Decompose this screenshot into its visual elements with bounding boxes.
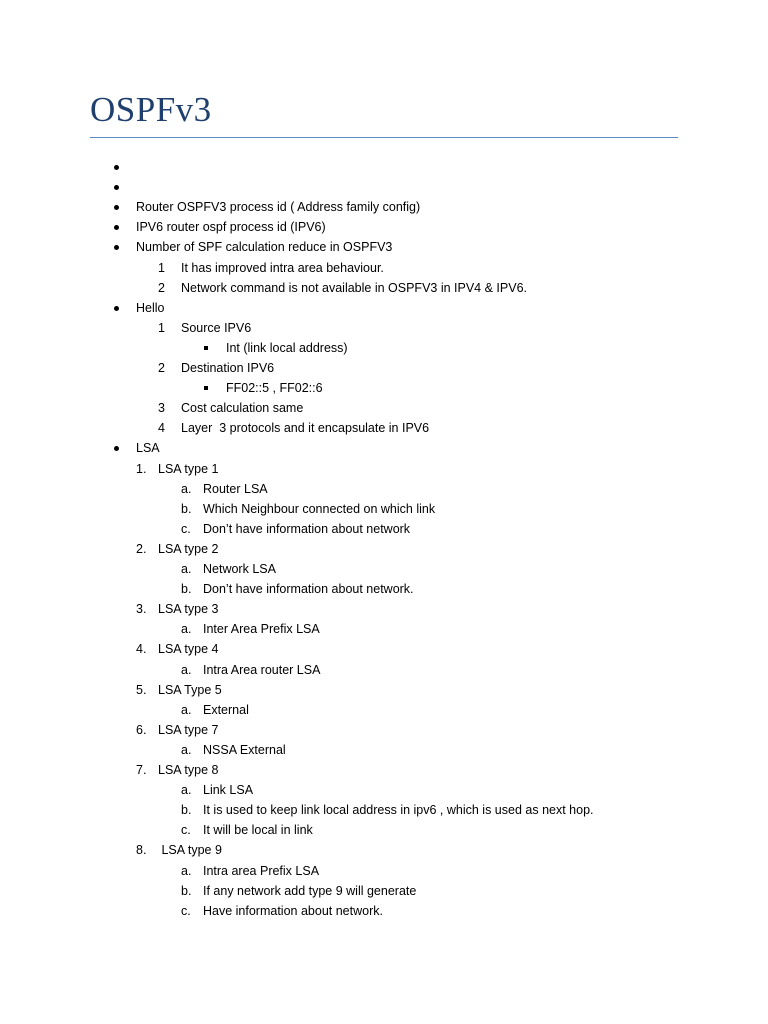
list-item-text: Hello (136, 300, 165, 315)
list-item-text: Which Neighbour connected on which link (203, 501, 436, 516)
list-item-text: Inter Area Prefix LSA (203, 622, 320, 637)
list-item-text: Intra Area router LSA (203, 662, 321, 677)
list-marker: c. (181, 823, 191, 838)
list-marker: b. (181, 501, 192, 516)
list-marker: a. (181, 622, 192, 637)
list-marker: a. (181, 863, 192, 878)
list-item-text: Network command is not available in OSPFV3 in IPV4 & IPV6. (181, 280, 527, 295)
list-item-text: LSA Type 5 (158, 682, 222, 697)
square-bullet-icon (204, 386, 208, 390)
list-item-text: Link LSA (203, 783, 254, 798)
list-marker: 1 (158, 320, 165, 335)
list-item-text: It will be local in link (203, 823, 313, 838)
list-item-text: It is used to keep link local address in ipv6 , which is used as next hop. (203, 803, 594, 818)
list-marker: 5. (136, 682, 147, 697)
list-item-text: Cost calculation same (181, 401, 304, 416)
list-item-text: LSA type 7 (158, 722, 219, 737)
list-item-text: Router LSA (203, 481, 268, 496)
list-item-text: LSA type 2 (158, 541, 219, 556)
list-item-text: LSA type 4 (158, 642, 219, 657)
list-item-text: LSA type 8 (158, 763, 219, 777)
list-item-text: FF02::5 , FF02::6 (226, 381, 323, 396)
list-item-text: Intra area Prefix LSA (203, 863, 320, 878)
list-marker: b. (181, 803, 192, 818)
list-marker: b. (181, 582, 192, 597)
list-item-text: LSA type 9 (158, 843, 222, 858)
bullet-icon (114, 165, 119, 170)
list-marker: 1 (158, 260, 165, 275)
list-item-text: Network LSA (203, 562, 276, 576)
bullet-icon (114, 306, 119, 311)
bullet-icon (114, 446, 119, 451)
square-bullet-icon (204, 346, 208, 350)
list-item-text: LSA (136, 441, 160, 456)
list-marker: b. (181, 883, 192, 898)
document-title: OSPFv3 (90, 90, 212, 129)
list-marker: a. (181, 562, 192, 576)
list-marker: 6. (136, 722, 147, 737)
list-item-text: Don’t have information about network (203, 521, 411, 536)
list-marker: 2. (136, 541, 147, 556)
bullet-icon (114, 245, 119, 250)
list-item-text: LSA type 3 (158, 602, 219, 617)
list-item-text: External (203, 702, 249, 717)
list-item-text: Int (link local address) (226, 340, 348, 355)
list-marker: 7. (136, 763, 147, 777)
list-item-text: It has improved intra area behaviour. (181, 260, 384, 275)
list-marker: 2 (158, 361, 165, 375)
list-marker: 4. (136, 642, 147, 657)
list-item-text: Router OSPFV3 process id ( Address family config) (136, 200, 421, 215)
list-item-text: If any network add type 9 will generate (203, 883, 417, 898)
bullet-icon (114, 205, 119, 210)
list-marker: a. (181, 481, 192, 496)
list-marker: 4 (158, 421, 165, 436)
title-underline (90, 137, 678, 138)
list-item-text: Source IPV6 (181, 320, 252, 335)
list-marker: a. (181, 702, 192, 717)
list-item-text: Number of SPF calculation reduce in OSPFV3 (136, 240, 393, 255)
list-marker: 3 (158, 401, 165, 416)
list-marker: c. (181, 903, 191, 918)
list-marker: a. (181, 662, 192, 677)
list-marker: a. (181, 783, 192, 798)
list-item-text: NSSA External (203, 742, 286, 757)
list-item-text: Have information about network. (203, 903, 383, 918)
list-item-text: Don’t have information about network. (203, 582, 414, 597)
list-item-text: Destination IPV6 (181, 361, 275, 375)
list-item-text: IPV6 router ospf process id (IPV6) (136, 220, 326, 235)
list-marker: c. (181, 521, 191, 536)
list-marker: a. (181, 742, 192, 757)
list-marker: 2 (158, 280, 165, 295)
list-item-text: LSA type 1 (158, 461, 219, 476)
list-marker: 8. (136, 843, 147, 858)
list-item-text: Layer 3 protocols and it encapsulate in IPV6 (181, 421, 430, 436)
bullet-icon (114, 225, 119, 230)
list-marker: 1. (136, 461, 147, 476)
bullet-icon (114, 185, 119, 190)
list-marker: 3. (136, 602, 147, 617)
